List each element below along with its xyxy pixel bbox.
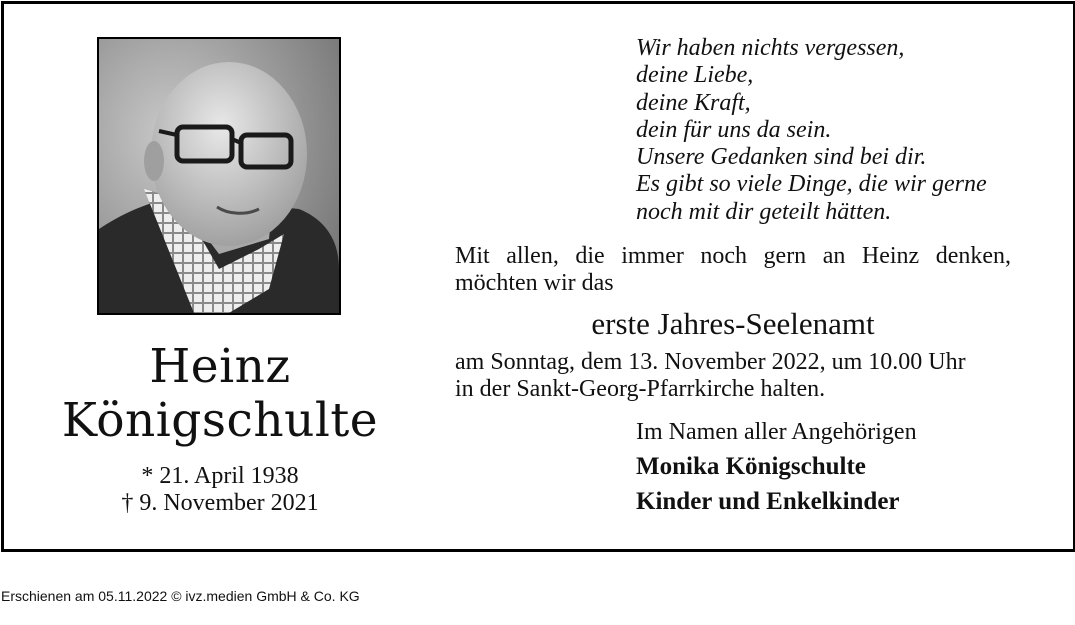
signature-name-1: Monika Königschulte — [636, 453, 866, 480]
poem-line: Wir haben nichts vergessen, — [636, 35, 905, 61]
poem-line: Es gibt so viele Dinge, die wir gerne — [636, 171, 987, 198]
deceased-first-name: Heinz — [149, 339, 291, 394]
birth-date: * 21. April 1938 — [141, 463, 299, 489]
intro-line-2: möchten wir das — [455, 270, 614, 296]
portrait-illustration — [99, 39, 339, 313]
mass-headline: erste Jahres-Seelenamt — [591, 306, 875, 341]
details-line-1: am Sonntag, dem 13. November 2022, um 10.00 Uhr — [455, 349, 966, 375]
details-line-2: in der Sankt-Georg-Pfarrkirche halten. — [455, 376, 826, 402]
poem-line: noch mit dir geteilt hätten. — [636, 198, 892, 225]
poem-line: deine Liebe, — [636, 62, 754, 89]
poem — [636, 35, 987, 226]
portrait-photo — [97, 37, 341, 315]
signature-label: Im Namen aller Angehörigen — [636, 419, 917, 445]
intro-line-1: Mit allen, die immer noch gern an Heinz denken, — [455, 243, 1011, 269]
deceased-last-name: Königschulte — [61, 393, 379, 448]
publication-footer: Erschienen am 05.11.2022 © ivz.medien GmbH & Co. KG — [1, 588, 360, 604]
death-date: † 9. November 2021 — [121, 490, 319, 516]
poem-line: deine Kraft, — [636, 89, 751, 116]
poem-line: dein für uns da sein. — [636, 116, 832, 143]
poem-line: Unsere Gedanken sind bei dir. — [636, 144, 927, 171]
signature-name-2: Kinder und Enkelkinder — [636, 488, 900, 515]
